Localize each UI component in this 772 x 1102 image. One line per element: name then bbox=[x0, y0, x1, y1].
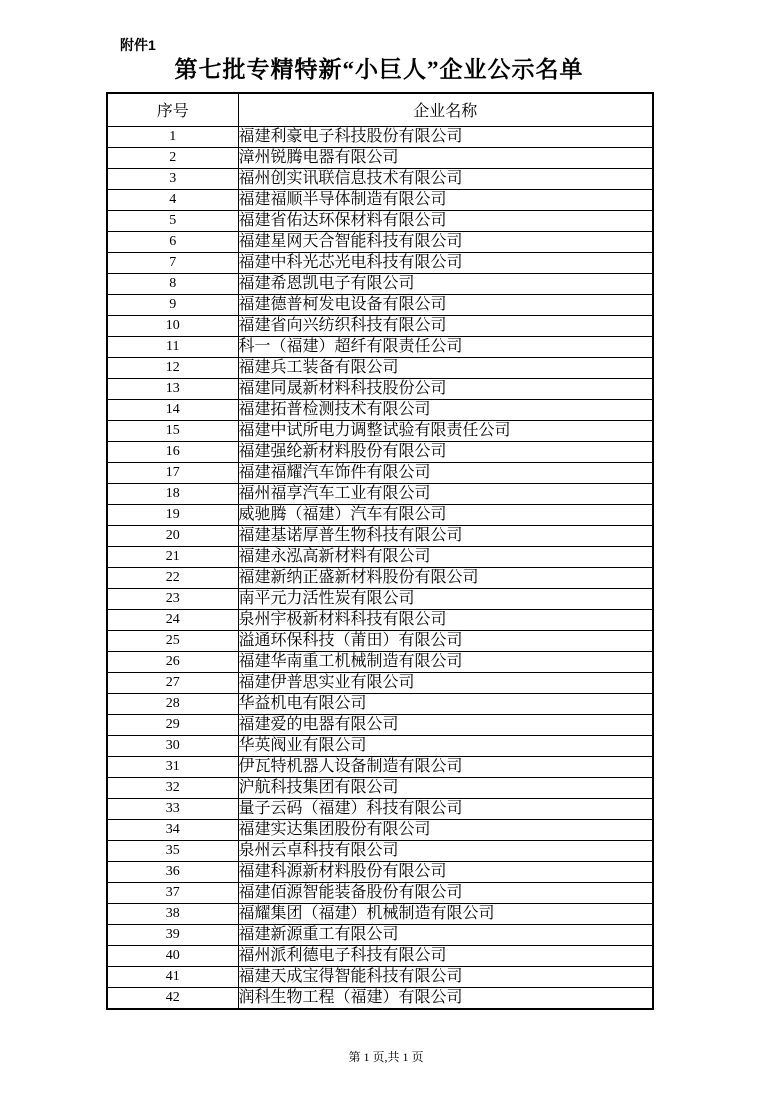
table-row bbox=[107, 609, 653, 630]
company-name: 福建兵工装备有限公司 bbox=[238, 357, 653, 378]
row-index: 30 bbox=[107, 735, 238, 756]
table-row bbox=[107, 735, 653, 756]
company-name: 福建爱的电器有限公司 bbox=[238, 714, 653, 735]
table-row bbox=[107, 315, 653, 336]
page-title: 第七批专精特新“小巨人”企业公示名单 bbox=[174, 57, 584, 82]
table-row bbox=[107, 756, 653, 777]
row-index: 22 bbox=[107, 567, 238, 588]
table-row bbox=[107, 273, 653, 294]
table-row bbox=[107, 840, 653, 861]
table-row bbox=[107, 168, 653, 189]
company-name: 福建实达集团股份有限公司 bbox=[238, 819, 653, 840]
table-row bbox=[107, 819, 653, 840]
row-index: 23 bbox=[107, 588, 238, 609]
table-row bbox=[107, 357, 653, 378]
table-row bbox=[107, 903, 653, 924]
row-index: 20 bbox=[107, 525, 238, 546]
row-index: 42 bbox=[107, 987, 238, 1009]
row-index: 15 bbox=[107, 420, 238, 441]
row-index: 34 bbox=[107, 819, 238, 840]
table-row bbox=[107, 672, 653, 693]
company-name: 福建基诺厚普生物科技有限公司 bbox=[238, 525, 653, 546]
row-index: 8 bbox=[107, 273, 238, 294]
company-name: 溢通环保科技（莆田）有限公司 bbox=[238, 630, 653, 651]
company-table-body bbox=[107, 126, 653, 1009]
company-name: 南平元力活性炭有限公司 bbox=[238, 588, 653, 609]
row-index: 35 bbox=[107, 840, 238, 861]
table-row bbox=[107, 294, 653, 315]
table-row bbox=[107, 252, 653, 273]
table-row bbox=[107, 399, 653, 420]
table-row bbox=[107, 483, 653, 504]
row-index: 37 bbox=[107, 882, 238, 903]
row-index: 12 bbox=[107, 357, 238, 378]
company-name: 福建强纶新材料股份有限公司 bbox=[238, 441, 653, 462]
company-name: 福建新源重工有限公司 bbox=[238, 924, 653, 945]
company-name: 福建希恩凯电子有限公司 bbox=[238, 273, 653, 294]
row-index: 28 bbox=[107, 693, 238, 714]
table-row bbox=[107, 546, 653, 567]
row-index: 39 bbox=[107, 924, 238, 945]
table-row bbox=[107, 378, 653, 399]
row-index: 25 bbox=[107, 630, 238, 651]
company-name: 福建科源新材料股份有限公司 bbox=[238, 861, 653, 882]
company-name: 福建新纳正盛新材料股份有限公司 bbox=[238, 567, 653, 588]
table-row bbox=[107, 882, 653, 903]
table-row bbox=[107, 987, 653, 1009]
table-row bbox=[107, 126, 653, 147]
table-row bbox=[107, 588, 653, 609]
row-index: 4 bbox=[107, 189, 238, 210]
row-index: 41 bbox=[107, 966, 238, 987]
attachment-label: 附件1 bbox=[120, 37, 156, 53]
table-row bbox=[107, 189, 653, 210]
company-name: 福建星网天合智能科技有限公司 bbox=[238, 231, 653, 252]
row-index: 17 bbox=[107, 462, 238, 483]
row-index: 9 bbox=[107, 294, 238, 315]
company-name: 福州福享汽车工业有限公司 bbox=[238, 483, 653, 504]
company-name: 威驰腾（福建）汽车有限公司 bbox=[238, 504, 653, 525]
table-row bbox=[107, 966, 653, 987]
table-row bbox=[107, 210, 653, 231]
table-row bbox=[107, 798, 653, 819]
company-name: 福建华南重工机械制造有限公司 bbox=[238, 651, 653, 672]
company-name: 福建福顺半导体制造有限公司 bbox=[238, 189, 653, 210]
company-name: 伊瓦特机器人设备制造有限公司 bbox=[238, 756, 653, 777]
row-index: 6 bbox=[107, 231, 238, 252]
table-row bbox=[107, 567, 653, 588]
row-index: 7 bbox=[107, 252, 238, 273]
row-index: 18 bbox=[107, 483, 238, 504]
table-row bbox=[107, 336, 653, 357]
company-name: 福州派利德电子科技有限公司 bbox=[238, 945, 653, 966]
company-name: 福建省向兴纺织科技有限公司 bbox=[238, 315, 653, 336]
row-index: 3 bbox=[107, 168, 238, 189]
company-name: 福建福耀汽车饰件有限公司 bbox=[238, 462, 653, 483]
company-name: 沪航科技集团有限公司 bbox=[238, 777, 653, 798]
header-index: 序号 bbox=[107, 93, 238, 126]
company-name: 润科生物工程（福建）有限公司 bbox=[238, 987, 653, 1009]
table-row bbox=[107, 147, 653, 168]
row-index: 16 bbox=[107, 441, 238, 462]
company-name: 福建永泓高新材料有限公司 bbox=[238, 546, 653, 567]
row-index: 31 bbox=[107, 756, 238, 777]
row-index: 40 bbox=[107, 945, 238, 966]
company-name: 福建伊普思实业有限公司 bbox=[238, 672, 653, 693]
header-company-name: 企业名称 bbox=[238, 93, 653, 126]
row-index: 38 bbox=[107, 903, 238, 924]
company-table bbox=[106, 92, 654, 1010]
company-name: 福建中科光芯光电科技有限公司 bbox=[238, 252, 653, 273]
company-name: 泉州宇极新材料科技有限公司 bbox=[238, 609, 653, 630]
table-row bbox=[107, 651, 653, 672]
company-name: 福建同晟新材料科技股份公司 bbox=[238, 378, 653, 399]
table-row bbox=[107, 861, 653, 882]
row-index: 32 bbox=[107, 777, 238, 798]
company-name: 福建佰源智能装备股份有限公司 bbox=[238, 882, 653, 903]
company-name: 福建中试所电力调整试验有限责任公司 bbox=[238, 420, 653, 441]
company-name: 福州创实讯联信息技术有限公司 bbox=[238, 168, 653, 189]
table-row bbox=[107, 924, 653, 945]
table-row bbox=[107, 714, 653, 735]
company-name: 泉州云卓科技有限公司 bbox=[238, 840, 653, 861]
row-index: 1 bbox=[107, 126, 238, 147]
company-name: 福建拓普检测技术有限公司 bbox=[238, 399, 653, 420]
row-index: 19 bbox=[107, 504, 238, 525]
table-row bbox=[107, 462, 653, 483]
company-name: 漳州锐腾电器有限公司 bbox=[238, 147, 653, 168]
company-name: 华益机电有限公司 bbox=[238, 693, 653, 714]
row-index: 26 bbox=[107, 651, 238, 672]
table-row bbox=[107, 525, 653, 546]
row-index: 13 bbox=[107, 378, 238, 399]
table-row bbox=[107, 420, 653, 441]
row-index: 14 bbox=[107, 399, 238, 420]
row-index: 33 bbox=[107, 798, 238, 819]
table-row bbox=[107, 777, 653, 798]
row-index: 2 bbox=[107, 147, 238, 168]
row-index: 24 bbox=[107, 609, 238, 630]
table-row bbox=[107, 693, 653, 714]
row-index: 10 bbox=[107, 315, 238, 336]
header-row bbox=[107, 93, 653, 126]
company-name: 福建利豪电子科技股份有限公司 bbox=[238, 126, 653, 147]
company-name: 科一（福建）超纤有限责任公司 bbox=[238, 336, 653, 357]
company-name: 福建天成宝得智能科技有限公司 bbox=[238, 966, 653, 987]
row-index: 36 bbox=[107, 861, 238, 882]
row-index: 27 bbox=[107, 672, 238, 693]
table-row bbox=[107, 231, 653, 252]
company-name: 福建省佑达环保材料有限公司 bbox=[238, 210, 653, 231]
table-row bbox=[107, 630, 653, 651]
company-name: 量子云码（福建）科技有限公司 bbox=[238, 798, 653, 819]
table-row bbox=[107, 504, 653, 525]
company-name: 福耀集团（福建）机械制造有限公司 bbox=[238, 903, 653, 924]
row-index: 29 bbox=[107, 714, 238, 735]
row-index: 5 bbox=[107, 210, 238, 231]
company-name: 福建德普柯发电设备有限公司 bbox=[238, 294, 653, 315]
table-row bbox=[107, 945, 653, 966]
table-row bbox=[107, 441, 653, 462]
company-table-header bbox=[107, 93, 653, 126]
page-number-footer: 第 1 页,共 1 页 bbox=[348, 1050, 424, 1064]
row-index: 21 bbox=[107, 546, 238, 567]
company-name: 华英阀业有限公司 bbox=[238, 735, 653, 756]
row-index: 11 bbox=[107, 336, 238, 357]
